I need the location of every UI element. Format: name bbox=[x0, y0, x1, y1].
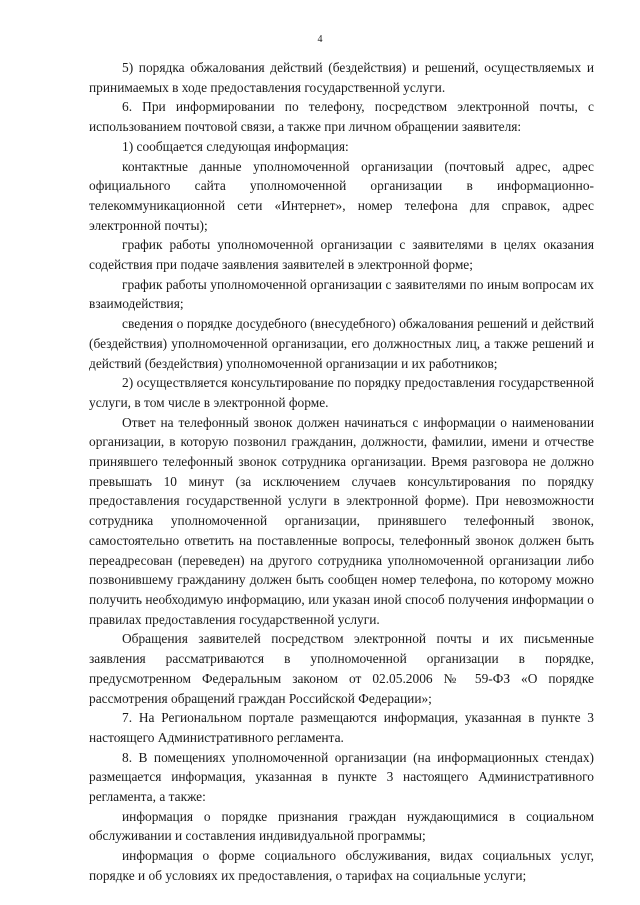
paragraph-work-schedule-other: график работы уполномоченной организации с заявителями по иным вопросам их взаимодействия; bbox=[89, 276, 594, 312]
paragraph-work-schedule-electronic: график работы уполномоченной организации с заявителями в целях оказания содействия при подаче заявления заявителей в электронной форме; bbox=[89, 237, 594, 273]
paragraph-email-appeals: Обращения заявителей посредством электронной почты и их письменные заявления рассматриваются в уполномоченной организации в порядке, предусмотренном Федеральным законом от 02.05.2006 № 59-ФЗ «О порядке рассмотрения обращений граждан Российской Федерации»; bbox=[89, 631, 594, 706]
document-body bbox=[89, 58, 594, 886]
paragraph-pretrial-appeal: сведения о порядке досудебного (внесудебного) обжалования решений и действий (бездействия) уполномоченной организации, его должностных лиц, а также решений и действий (бездействия) уполномоченной организации и их работников; bbox=[89, 316, 594, 371]
paragraph-7-regional-portal: 7. На Региональном портале размещаются информация, указанная в пункте 3 настоящего Административного регламента. bbox=[89, 710, 594, 745]
paragraph-recognition-procedure: информация о порядке признания граждан нуждающимися в социальном обслуживании и составления индивидуальной программы; bbox=[89, 808, 594, 844]
paragraph-contact-data: контактные данные уполномоченной организации (почтовый адрес, адрес официального сайта уполномоченной организации в информационно-телекоммуникационной сети «Интернет», номер телефона для справок, адрес электронной почты); bbox=[89, 158, 594, 233]
paragraph-item-5-appeal-procedure: 5) порядка обжалования действий (бездействия) и решений, осуществляемых и принимаемых в ходе предоставления государственной услуги. bbox=[89, 60, 594, 95]
paragraph-service-form: информация о форме социального обслуживания, видах социальных услуг, порядке и об условиях их предоставления, о тарифах на социальные услуги; bbox=[89, 848, 594, 883]
page-number: 4 bbox=[317, 34, 323, 45]
paragraph-8-info-stands: 8. В помещениях уполномоченной организации (на информационных стендах) размещается информация, указанная в пункте 3 настоящего Административного регламента, а также: bbox=[89, 749, 594, 805]
paragraph-phone-answer: Ответ на телефонный звонок должен начинаться с информации о наименовании организации, в которую позвонил гражданин, должности, фамилии, имени и отчестве принявшего телефонный звонок сотрудника организации. Время разговора не должно превышать 10 минут (за исключением случаев консультирования по порядку предоставления государственной услуги в электронной форме). При невозможности сотрудника уполномоченной организации, принявшего телефонный звонок, самостоятельно ответить на поставленные вопросы, телефонный звонок должен быть переадресован (переведен) на другого сотрудника уполномоченной организации либо позвонившему гражданину должен быть сообщен номер телефона, по которому можно получить необходимую информацию, или указан иной способ получения информации о правилах предоставления государственной услуги. bbox=[89, 414, 594, 627]
paragraph-6-informing: 6. При информировании по телефону, посредством электронной почты, с использованием почтовой связи, а также при личном обращении заявителя: bbox=[89, 99, 594, 135]
paragraph-6-2-consulting: 2) осуществляется консультирование по порядку предоставления государственной услуги, в том числе в электронной форме. bbox=[89, 375, 594, 410]
paragraph-6-1-information: 1) сообщается следующая информация: bbox=[122, 138, 349, 154]
